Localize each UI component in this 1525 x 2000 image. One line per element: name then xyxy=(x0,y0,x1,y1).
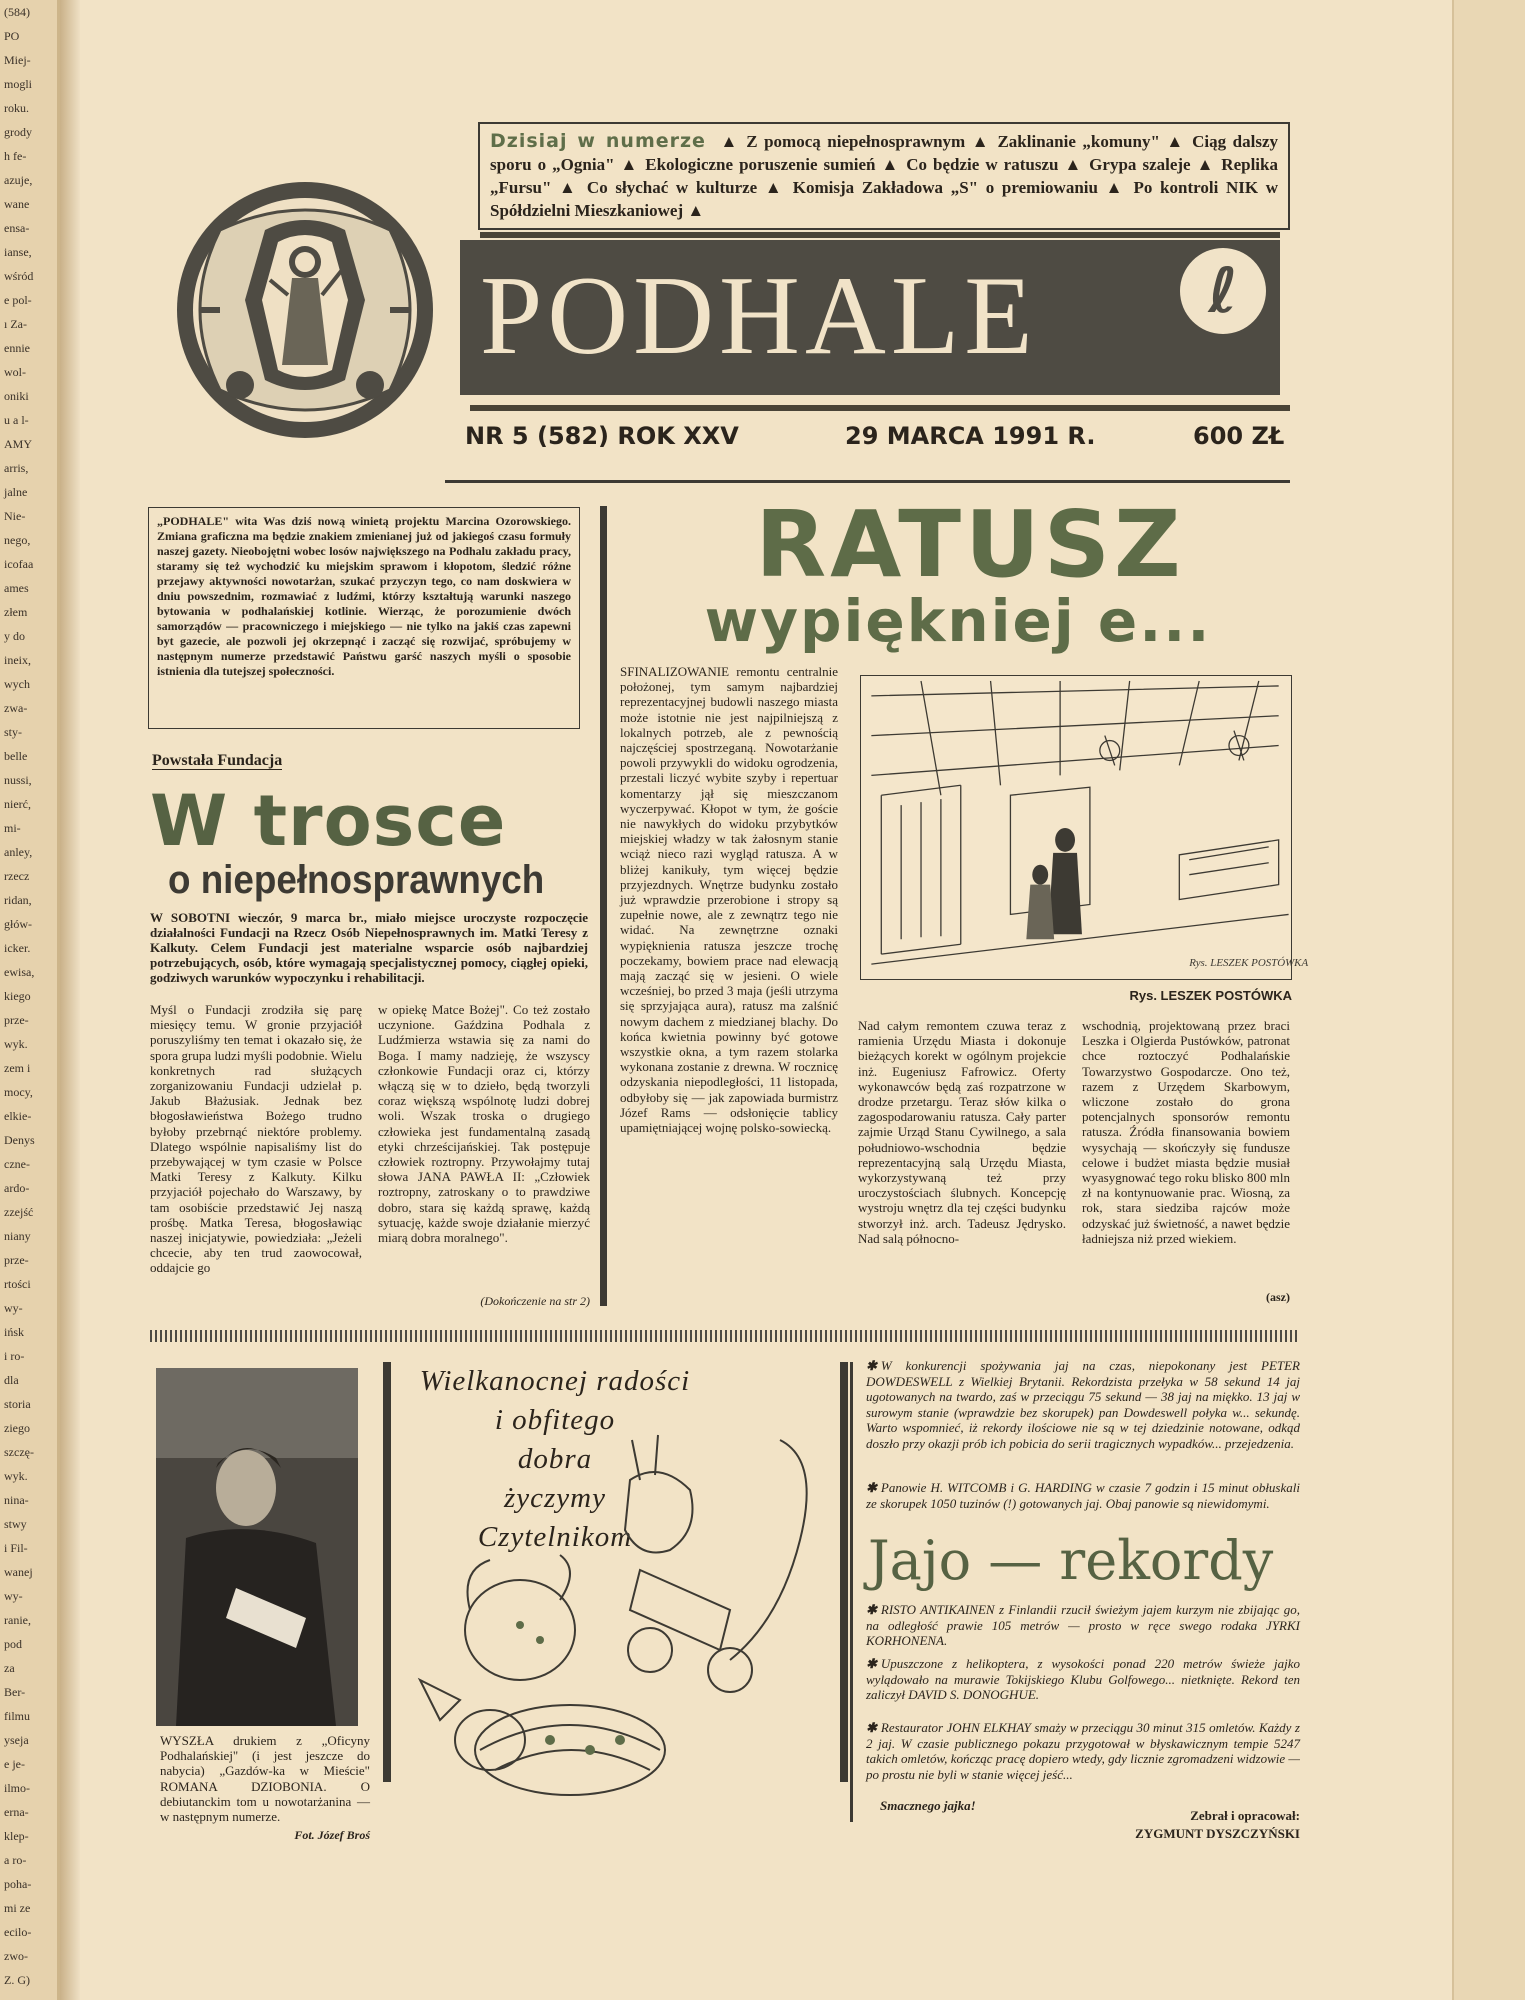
left-page-fragment: ennie xyxy=(4,341,30,355)
ratusz-column-3: wschodnią, projektowaną przez braci Leszka i Olgierda Pustówków, patronat chce roztoczyć Podhalańskie Towarzystwo Gospodarcze. Ono też, razem z Urzędem Skarbowym, wliczone zostało do grona potencjalnych sponsorów remontu ratusza. Źródła finansowania bowiem wysychają — skończyły się fundusze celowe i budżet miasta będzie musiał wyasygnować tego roku blisko 800 mln zł na kontynuowanie prac. Wiosną, za rok, stara siedziba rajców może odzyskać już świetność, a nawet będzie ładniejsza niż przed wiekiem. xyxy=(1082,1018,1290,1246)
left-page-fragment: mogli xyxy=(4,77,33,91)
left-page-fragment: ridan, xyxy=(4,893,32,907)
left-page-fragment: wśród xyxy=(4,269,34,283)
left-page-fragment: oniki xyxy=(4,389,29,403)
photo-caption: WYSZŁA drukiem z „Oficyny Podhalańskiej" (i jest jeszcze do nabycia) „Gazdów-ka w Mieście" ROMANA DZIOBONIA. O debiutanckim tom u nowotarżanina — w następnym numerze. xyxy=(160,1733,370,1825)
left-page-fragment: nierć, xyxy=(4,797,31,811)
left-page-fragment: Ber- xyxy=(4,1685,26,1699)
left-page-fragment: wy- xyxy=(4,1301,23,1315)
greeting-line-2: i obfitego xyxy=(494,1404,616,1436)
left-page-fragment: wanej xyxy=(4,1565,33,1579)
left-page-fragment: mi ze xyxy=(4,1901,31,1915)
jajo-item-3: ✱ RISTO ANTIKAINEN z Finlandii rzucił świeżym jajem kurzym nie zbijając go, na odległość prawie 105 metrów — prosto w ręce swego rodaka JYRKI KORHONENA. xyxy=(866,1602,1300,1648)
left-page-fragment: wy- xyxy=(4,1589,23,1603)
left-page-fragment: rzecz xyxy=(4,869,30,883)
greeting-line-3: dobra xyxy=(517,1443,593,1475)
left-page-fragment: prze- xyxy=(4,1253,29,1267)
left-page-fragment: nina- xyxy=(4,1493,29,1507)
left-page-fragment: wyk. xyxy=(4,1037,28,1051)
left-page-fragment: mocy, xyxy=(4,1085,33,1099)
star-icon: ✱ xyxy=(866,1480,877,1495)
left-page-fragment: e je- xyxy=(4,1757,25,1771)
left-page-fragment: ı Za- xyxy=(4,317,27,331)
left-page-fragment: wych xyxy=(4,677,30,691)
left-page-fragment: nego, xyxy=(4,533,31,547)
left-page-fragment: ranie, xyxy=(4,1613,31,1627)
right-page-edge xyxy=(1452,0,1525,2000)
fundacja-kicker: Powstała Fundacja xyxy=(152,752,283,769)
welcome-note xyxy=(148,507,580,729)
ratusz-column-1: SFINALIZOWANIE remontu centralnie położonej, tym samym najbardziej reprezentacyjnej budowli naszego miasta może istotnie nie jest najpilniejszą z lokalnych potrzeb, ale z pewnością najczęściej spostrzeganą. Nowotarżanie powoli przywykli do widoku ogrodzenia, przestali liczyć wybite szyby i repertuar komentarzy jął się mieszczanom wyczerpywać. Kłopot w tym, że goście nie nawykłych do widoku przybytków miejskiej władzy w tak żałosnym stanie wciąż nieco razi wygląd ratusza. A w bliżej kanikuły, tym więcej będzie przyjezdnych. Wnętrze budynku zostało już wprawdzie przerobione i stropy są zupełnie nowe, ale z zewnątrz tego nie widać. Na zewnętrzne oznaki wypięknienia ratusza jeszcze trochę poczekamy, bowiem prace nad elewacją mają zacząć się w jesieni. O wiele wcześniej, bo przed 3 maja (jeśli utrzyma się sprzyjająca aura), ratusz ma zalśnić nowym dachem z miedzianej blachy. Do końca kwietnia powinny być gotowe wszystkie okna, a tym razem stolarka wykonana zostanie z drewna. W rocznicę odzyskania niepodległości, 11 listopada, odbyłoby się — jak zapowiada burmistrz Józef Rams — odsłonięcie tablicy upamiętniającej wojnę polsko-sowiecką. xyxy=(620,664,838,1136)
left-page-fragment: ardo- xyxy=(4,1181,30,1195)
jajo-headline: Jajo — rekordy xyxy=(868,1529,1274,1592)
left-page-fragment: zwa- xyxy=(4,701,28,715)
issue-info-row xyxy=(465,418,1295,458)
left-page-fragment: h fe- xyxy=(4,149,27,163)
left-page-fragment: niany xyxy=(4,1229,31,1243)
left-page-fragment: wane xyxy=(4,197,30,211)
left-page-fragment: nussi, xyxy=(4,773,32,787)
masthead-bottom-rule xyxy=(470,405,1290,411)
town-seal-icon xyxy=(160,170,450,450)
ratusz-interior-drawing xyxy=(860,675,1309,980)
left-page-fragment: ames xyxy=(4,581,29,595)
page-fold xyxy=(60,0,80,2000)
section-separator xyxy=(150,1330,1300,1342)
newspaper-title: PODHALE xyxy=(480,254,1038,378)
left-page-fragment: anley, xyxy=(4,845,33,859)
left-page-strip xyxy=(0,0,60,2000)
left-page-fragment: e pol- xyxy=(4,293,32,307)
drawing-caption: Rys. LESZEK POSTÓWKA xyxy=(1129,988,1292,1003)
left-page-fragment: azuje, xyxy=(4,173,33,187)
left-page-fragment: zzejść xyxy=(4,1205,34,1219)
left-page-fragment: prze- xyxy=(4,1013,29,1027)
left-page-fragment: ianse, xyxy=(4,245,32,259)
ratusz-headline: RATUSZ xyxy=(755,491,1185,598)
inside-this-issue-box xyxy=(478,122,1290,230)
left-page-fragment: a ro- xyxy=(4,1853,27,1867)
left-page-fragment: y do xyxy=(4,629,25,643)
left-page-fragment: erna- xyxy=(4,1805,29,1819)
left-page-fragment: belle xyxy=(4,749,28,763)
author-photo xyxy=(156,1368,358,1726)
jajo-item-4: ✱ Upuszczone z helikoptera, z wysokości ponad 220 metrów świeże jajko wylądowało na murawie Tokijskiego Klubu Golfowego... nietknięte. Rekord ten zaliczył DAVID S. DONOGHUE. xyxy=(866,1656,1300,1702)
left-page-fragment: głów- xyxy=(4,917,32,931)
ratusz-column-2: Nad całym remontem czuwa teraz z ramienia Urzędu Miasta i dokonuje bieżących korekt w ogólnym projekcie inż. Eugeniusz Fafrowicz. Oferty wykonawców będą zaś rozpatrzone w drodze przetargu. Teraz słów kilka o zagospodarowaniu ratusza. Cały parter zajmie Urząd Stanu Cywilnego, a sala południowo-wschodnia będzie reprezentacyjną salą Urzędu Miasta, wykorzystywaną też przy uroczystościach ślubnych. Koncepcję wystroju wnętrz dla tej części budynku stworzył inż. arch. Tadeusz Jędrysko. Nad salą północno- xyxy=(858,1018,1066,1246)
left-page-fragment: stwy xyxy=(4,1517,27,1531)
left-page-fragment: filmu xyxy=(4,1709,30,1723)
jajo-item-1: ✱ W konkurencji spożywania jaj na czas, niepokonany jest PETER DOWDESWELL z Wielkiej Brytanii. Rekordzista przełyka w 58 sekund 14 jaj ugotowanych na twardo, zaś w przeciągu 75 sekund — 38 jaj na miękko. 13 jaj w surowym stanie (wprawdzie bez skorupek) pan Dowdeswell połyka w... sekundę. Warto wspomnieć, iż rekordy ilościowe nie są w tej dziedzinie notowane, odkąd doszło przy okazji prób ich pobicia do serii tragicznych wypadków... przejedzenia. xyxy=(866,1358,1300,1451)
jajo-divider xyxy=(850,1362,853,1822)
left-page-fragment: icofaa xyxy=(4,557,34,571)
easter-frame-left xyxy=(383,1362,391,1782)
left-page-fragment: zwo- xyxy=(4,1949,28,1963)
left-page-fragment: klep- xyxy=(4,1829,29,1843)
left-page-fragment: PO xyxy=(4,29,20,43)
easter-frame-right xyxy=(840,1362,848,1782)
left-page-fragment: ewisa, xyxy=(4,965,35,979)
fundacja-lead: W SOBOTNI wieczór, 9 marca br., miało miejsce uroczyste rozpoczęcie działalności Fundacji na Rzecz Osób Niepełnosprawnych im. Matki Teresy z Kalkuty. Celem Fundacji jest materialne wsparcie osób najbardziej potrzebujących, osób, które wymagają specjalistycznej pomocy, ciągłej opieki, godziwych warunków wypoczynku i rehabilitacji. xyxy=(150,910,588,985)
left-page-fragment: elkie- xyxy=(4,1109,32,1123)
drawing-signature: Rys. LESZEK POSTÓWKA xyxy=(1189,957,1309,970)
star-icon: ✱ xyxy=(866,1358,877,1373)
left-page-fragment: storia xyxy=(4,1397,31,1411)
left-page-fragment: arris, xyxy=(4,461,29,475)
left-page-fragment: Denys xyxy=(4,1133,35,1147)
left-page-fragment: ensa- xyxy=(4,221,30,235)
masthead-underline xyxy=(445,480,1290,483)
issue-price: 600 ZŁ xyxy=(1193,422,1285,450)
left-page-fragment: dla xyxy=(4,1373,19,1387)
left-page-fragment: roku. xyxy=(4,101,29,115)
photo-credit: Fot. Józef Broś xyxy=(294,1828,370,1842)
left-page-fragment: Miej- xyxy=(4,53,31,67)
inside-heading: Dzisiaj w numerze xyxy=(490,130,706,152)
left-page-fragment: wol- xyxy=(4,365,26,379)
left-page-fragment: yseja xyxy=(4,1733,29,1747)
left-page-fragment: jalne xyxy=(4,485,28,499)
left-page-fragment: u a l- xyxy=(4,413,29,427)
welcome-text: „PODHALE" wita Was dziś nową winietą projektu Marcina Ozorowskiego. Zmiana graficzna ma będzie znakiem zmienianej już od jakiegoś czasu formuły naszej gazety. Nieobojętni wobec losów największego na Podhalu zakładu pracy, staramy się też wychodzić ku miejskim sprawom i kłopotom, śledzić różne przejawy aktywności nowotarżan, szukać przyczyn tego, co nam doskwiera w dniu powszednim, rozmawiać z ludźmi, którzy kształtują warunki naszego bytowania w podhalańskiej kotlinie. Wierząc, że porozumienie dwóch samorządów — pracowniczego i miejskiego — nie tylko na jakiś czas zapewni byt gazecie, ale pozwoli jej okrzepnąć i zacząć się rozwijać, spróbujemy w następnym numerze przedstawić Państwu garść naszych myśli o sposobie istnienia dla tutejszej społeczności. xyxy=(157,514,571,678)
jajo-credit-label: Zebrał i opracował: xyxy=(1190,1808,1300,1823)
easter-illustration xyxy=(400,1420,830,1820)
jajo-credit-name: ZYGMUNT DYSZCZYŃSKI xyxy=(1135,1826,1300,1841)
star-icon: ✱ xyxy=(866,1602,877,1617)
masthead-rule xyxy=(480,232,1280,238)
left-page-fragment: mi- xyxy=(4,821,21,835)
fundacja-headline: W trosce xyxy=(150,780,507,862)
person-photo-icon xyxy=(156,1368,358,1726)
left-page-fragment: AMY xyxy=(4,437,33,451)
left-page-fragment: ziego xyxy=(4,1421,30,1435)
left-page-fragment: zem i xyxy=(4,1061,31,1075)
left-page-fragment: rtości xyxy=(4,1277,31,1291)
jajo-item-5: ✱ Restaurator JOHN ELKHAY smaży w przeciągu 30 minut 315 omletów. Każdy z 2 jaj. W czasie publicznego pokazu przygotował w błyskawicznym tempie 5247 takich omletów, kończąc pracę dopiero wtedy, gdy licznie zgromadzeni widzowie — po prostu nie byli w stanie więcej jeść... xyxy=(866,1720,1300,1782)
greeting-line-4: życzymy xyxy=(503,1482,606,1514)
left-page-fragment: pod xyxy=(4,1637,22,1651)
left-page-fragment: szczę- xyxy=(4,1445,34,1459)
greeting-line-1: Wielkanocnej radości xyxy=(419,1365,691,1397)
fundacja-subheadline: o niepełnosprawnych xyxy=(168,858,545,902)
column-divider xyxy=(600,506,607,1306)
fundacja-column-2: w opiekę Matce Bożej". Co też zostało uczynione. Gaździna Podhala z Ludźmierza wstawia się za nami do Boga. I mamy nadzieję, że wszyscy członkowie Fundacji oraz ci, którzy włączą się w to dzieło, będą tworzyli coraz większą wspólnotę ludzi dobrej woli. Wszak troska o drugiego człowieka jest fundamentalną zasadą etyki chrześcijańskiej. Tak postępuje człowiek roztropny. Przywołajmy tutaj słowa JANA PAWŁA II: „Człowiek roztropny, zatroskany o to prawdziwe dobro, stara się każdą sprawę, każdą sytuację, każde swoje działanie mierzyć miarą dobra moralnego". xyxy=(378,1002,590,1246)
jajo-closing: Smacznego jajka! xyxy=(880,1798,976,1813)
left-page-fragment: Nie- xyxy=(4,509,26,523)
star-icon: ✱ xyxy=(866,1656,877,1671)
left-page-fragment: ilmo- xyxy=(4,1781,30,1795)
left-page-fragment: (584) xyxy=(4,5,30,19)
left-page-fragment: kiego xyxy=(4,989,31,1003)
issue-date: 29 MARCA 1991 R. xyxy=(845,422,1096,450)
jajo-item-2: ✱ Panowie H. WITCOMB i G. HARDING w czasie 7 godzin i 15 minut obłuskali ze skorupek 1050 tuzinów (!) gotowanych jaj. Obaj panowie są niewidomymi. xyxy=(866,1480,1300,1511)
left-page-fragment: czne- xyxy=(4,1157,30,1171)
left-page-fragment: za xyxy=(4,1661,15,1675)
leaf-logo-icon: ℓ xyxy=(1208,254,1238,327)
issue-number: NR 5 (582) ROK XXV xyxy=(465,422,739,450)
left-page-fragment: ińsk xyxy=(4,1325,25,1339)
left-page-fragment: icker. xyxy=(4,941,31,955)
fundacja-continued: (Dokończenie na str 2) xyxy=(480,1294,590,1308)
left-page-fragment: ecilo- xyxy=(4,1925,32,1939)
ratusz-signature: (asz) xyxy=(1266,1290,1290,1304)
greeting-line-5: Czytelnikom xyxy=(477,1521,633,1553)
left-page-fragment: wyk. xyxy=(4,1469,28,1483)
fundacja-column-1: Myśl o Fundacji zrodziła się parę miesięcy temu. W gronie przyjaciół poruszyliśmy ten temat i okazało się, że spora grupa ludzi myśli podobnie. Wielu konkretnych rad służących zorganizowaniu Fundacji udzielał p. Jakub Błażusiak. Jednak bez błogosławieństwa Bożego trudno byłoby przebrnąć niektóre problemy. Dlatego wspólnie napisaliśmy list do przebywającej w tym czasie w Polsce Matki Teresy z Kalkuty. Kilku przyjaciół pojechało do Warszawy, by tam osobiście przedstawić Jej naszą prośbę. Matka Teresa, błogosławiąc naszej inicjatywie, powiedziała: „Jeżeli chcecie, aby ten trud zaowocował, oddajcie go xyxy=(150,1002,362,1276)
left-page-fragment: złem xyxy=(4,605,28,619)
ratusz-subheadline: wypiękniej e... xyxy=(704,587,1212,655)
left-page-fragment: i ro- xyxy=(4,1349,25,1363)
left-page-fragment: ineix, xyxy=(4,653,31,667)
left-page-fragment: Z. G) xyxy=(4,1973,30,1987)
inside-items: ▲ Z pomocą niepełnosprawnym ▲ Zaklinanie „komuny" ▲ Ciąg dalszy sporu o „Ognia" ▲ Ekologiczne poruszenie sumień ▲ Co będzie w ratuszu ▲ Grypa szaleje ▲ Replika „Fursu" ▲ Co słychać w kulturze ▲ Komisja Zakładowa „S" o premiowaniu ▲ Po kontroli NIK w Spółdzielni Mieszkaniowej ▲ xyxy=(490,132,1279,220)
left-page-fragment: grody xyxy=(4,125,32,139)
left-page-fragment: sty- xyxy=(4,725,22,739)
left-page-fragment: poha- xyxy=(4,1877,32,1891)
star-icon: ✱ xyxy=(866,1720,877,1735)
left-page-fragment: i Fil- xyxy=(4,1541,28,1555)
